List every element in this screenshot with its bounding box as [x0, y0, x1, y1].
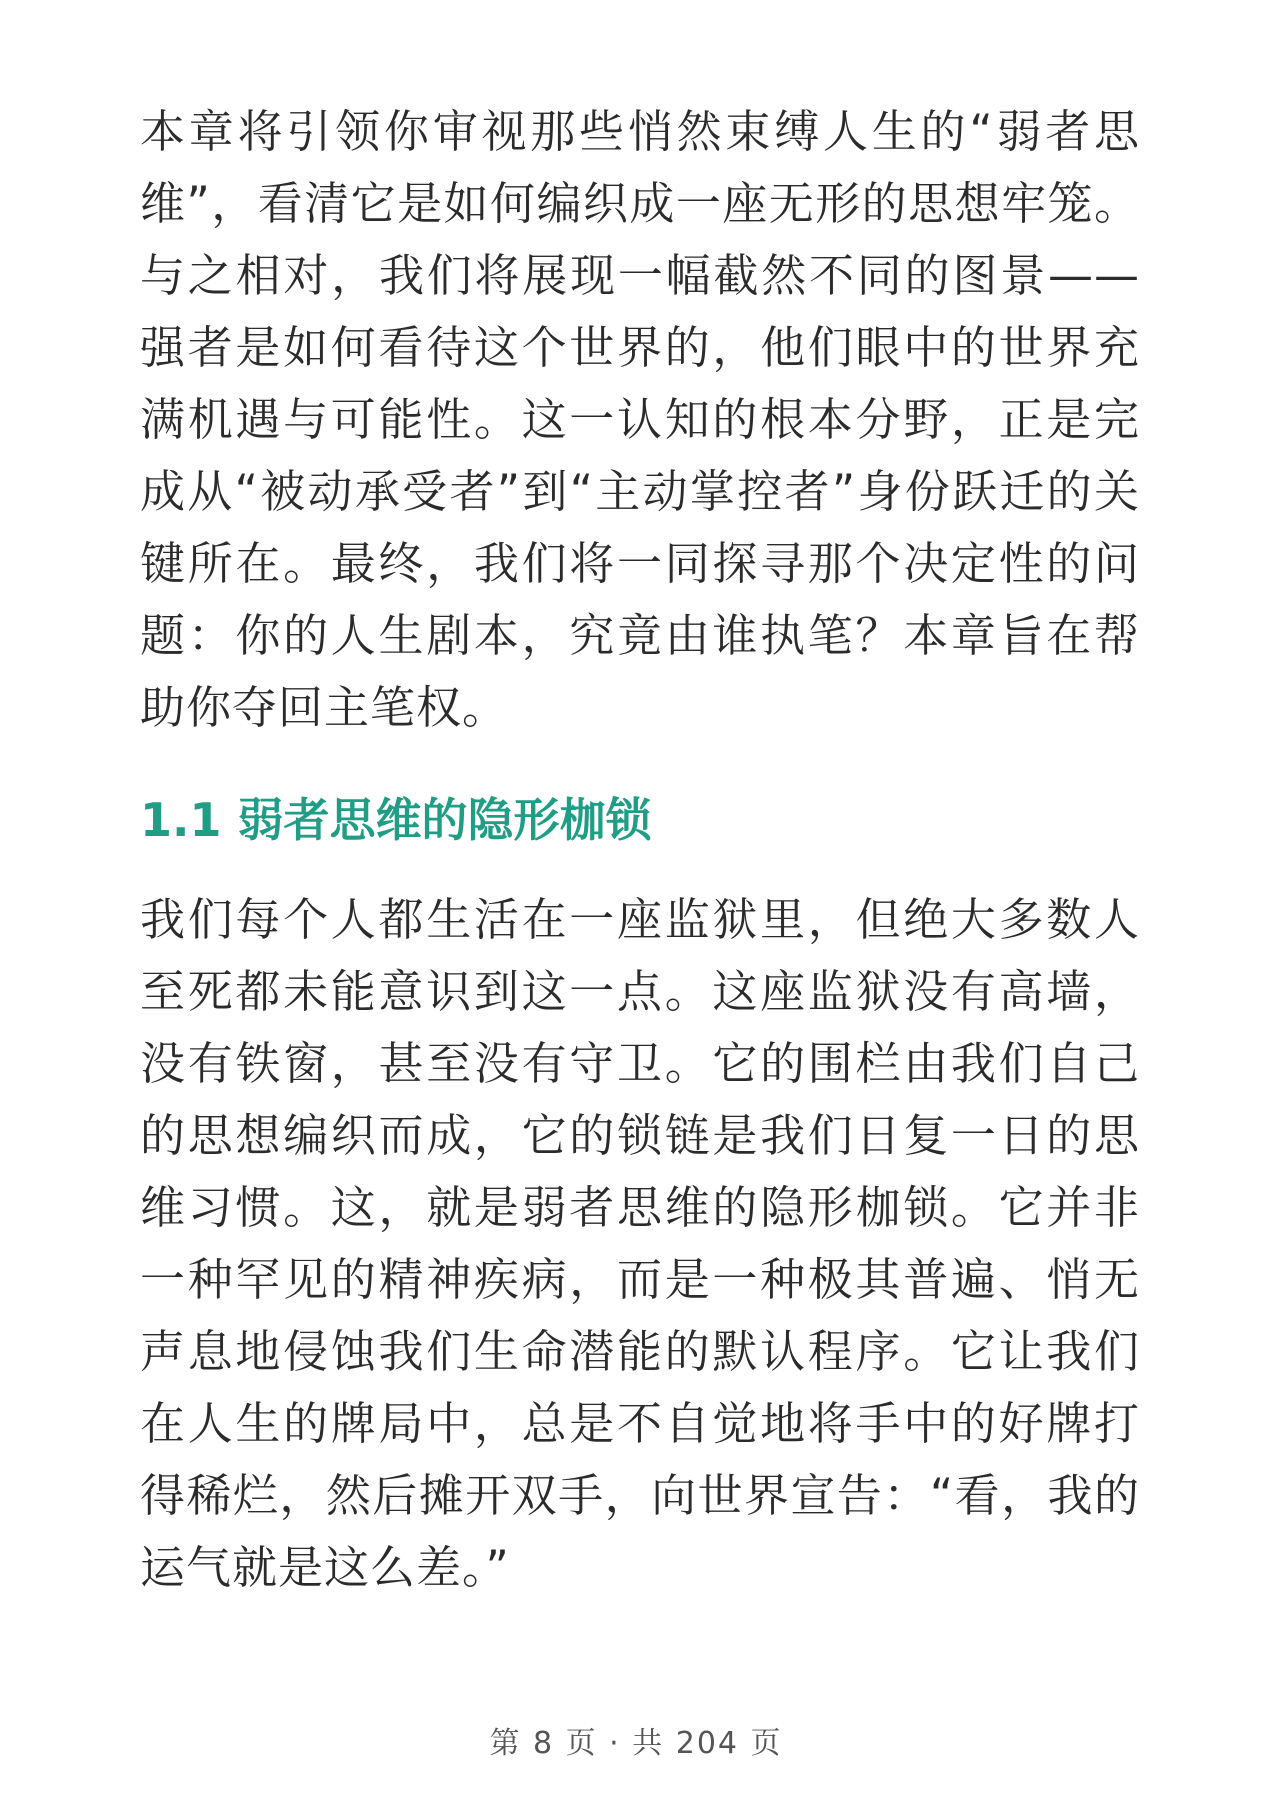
- page-content: [140, 96, 1140, 1604]
- page-number-footer: 第 8 页 · 共 204 页: [489, 1726, 783, 1761]
- section-heading: 1.1 弱者思维的隐形枷锁: [140, 793, 652, 847]
- section-paragraph: 我们每个人都生活在一座监狱里，但绝大多数人至死都未能意识到这一点。这座监狱没有高墙，没有铁窗，甚至没有守卫。它的围栏由我们自己的思想编织而成，它的锁链是我们日复一日的思维习惯。这，就是弱者思维的隐形枷锁。它并非一种罕见的精神疾病，而是一种极其普遍、悄无声息地侵蚀我们生命潜能的默认程序。它让我们在人生的牌局中，总是不自觉地将手中的好牌打得稀烂，然后摊开双手，向世界宣告：“看，我的运气就是这么差。”: [140, 893, 1140, 1594]
- intro-paragraph: 本章将引领你审视那些悄然束缚人生的“弱者思维”，看清它是如何编织成一座无形的思想牢笼。与之相对，我们将展现一幅截然不同的图景——强者是如何看待这个世界的，他们眼中的世界充满机遇与可能性。这一认知的根本分野，正是完成从“被动承受者”到“主动掌控者”身份跃迁的关键所在。最终，我们将一同探寻那个决定性的问题：你的人生剧本，究竟由谁执笔？本章旨在帮助你夺回主笔权。: [140, 105, 1140, 734]
